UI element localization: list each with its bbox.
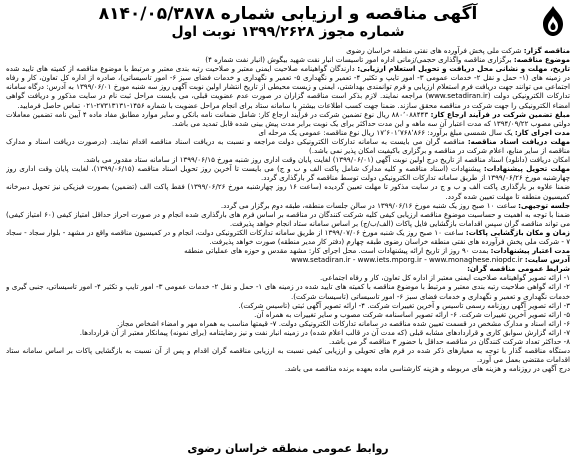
notice-paragraph: [6, 273, 570, 282]
paragraph-text: درج آگهی در روزنامه و هزینه های مربوطه و هزینه کارشناسی ماده بعهده برنده مناقصه می باشد.: [284, 364, 570, 374]
notice-paragraph: [6, 255, 570, 264]
paragraph-label: موضوع مناقصه:: [513, 55, 570, 65]
paragraph-text: ۳- ارائه تصویر آگهی روزنامه رسمی تاسیس و آخرین تغییرات شرکت. ۴- ارائه تصویر آگهی ثبتی (تاسیس شرکت).: [238, 300, 570, 310]
notice-paragraph: [6, 55, 570, 64]
notice-paragraph: [6, 310, 570, 319]
notice-paragraph: [6, 46, 570, 55]
notice-paragraph: [6, 155, 570, 164]
paragraph-text: مناقصه گران می بایست به سامانه تدارکات الکترونیکی دولت مراجعه و نسبت به دریافت اسناد مناقصه اقدام نمایند. (درصورت دریافت اسناد و مدارک مناقصه از سایر منابع، اعلام شرکت در مناقصه و برگزاری باکیفیت امکان پذیر نمی باشد.): [6, 136, 570, 156]
paragraph-text: شرکت ملی پخش فرآورده های نفتی منطقه خراسان رضوی: [346, 46, 524, 55]
paragraph-label: مهلت تحویل پیشنهادات:: [483, 164, 570, 174]
notice-footer: روابط عمومی منطقه خراسان رضوی: [187, 442, 389, 455]
paragraph-label: مدت اجرای کار:: [514, 127, 570, 137]
notice-paragraph: [6, 182, 570, 200]
notice-paragraph: [6, 264, 570, 273]
paragraph-text: ضمنا با توجه به اهمیت و حساسیت موضوع مناقصه ارزیابی کیفی کلیه شرکت کنندگان در مناقصه بر اساس فرم های بارگذاری شده انجام و در صورت احراز حداقل امتیاز کیفی (۶۰ امتیاز کیفی) می تواند مناقصه گران سپس اقدامات بازگشایی فایل پاکات (الف/ب/ج) بر اساس سامانه ستاد انجام خواهد پذیرفت.: [6, 209, 570, 228]
notice-paragraph: [6, 364, 570, 373]
paragraph-text: برگزاری مناقصه واگذاری حجمی/زمانی اداره امور تاسیسات انبار نفت شهید بیگوش (انبار نفت شماره ۴): [205, 55, 514, 65]
paragraph-text: ۱- ارائه تصویر گواهینامه صلاحیت ایمنی معتبر از اداره کل تعاون، کار و رفاه اجتماعی.: [320, 273, 570, 283]
paragraph-text: ۸۸۰٬۰۸۸۴۴۳ ریال نوع تضمین شرکت در فرآیند ارجاع کار: شامل ضمانت نامه بانکی و سایر موارد مطابق مفاد ماده ۴ آیین نامه تضمین معاملات دولتی مصوب ۱۳۹۴/۰۹/۲۲ که مدت اعتبار آن سه ماهه و این مدت حداکثر برای یک نوبت برابر مدت پیش بینی شده قابل تمدید می باشد.: [6, 109, 570, 128]
paragraph-text: ضمنا علاوه بر بارگذاری پاکت الف و ب و ج در سایت مذکور تا مهلت تعیین گردیده (ساعت ۱۶ روز چهارشنبه مورخ ۱۳۹۹/۰۶/۲۶) فقط پاکت الف (تضمین) بصورت فیزیکی نیز تحویل دبیرخانه کمیسیون منطقه تا مهلت تعیین شده گردد.: [6, 182, 570, 201]
paragraph-text: ۸- حداکثر تعداد شرکت کنندگان در مناقصه حداقل با حضور ۳ مناقصه گر می باشد.: [329, 337, 570, 346]
paragraph-text: ساعت ۱۰ صبح روز یک شنبه مورخ ۱۳۹۹/۰۶/۱۶ در سالن جلسات منطقه، طبقه دوم برگزار می گردد.: [220, 200, 519, 210]
notice-title: آگهی مناقصه و ارزیابی شماره ۸۱۴۰/۰۵/۳۸۷۸: [98, 4, 478, 24]
notice-paragraph: [6, 337, 570, 346]
paragraph-text: یک سال شمسی مبلغ برآورد: ۱۷٬۶۰۱٬۷۶۸٬۸۶۶ ریال نوع مناقصه: عمومی یک مرحله ای: [258, 127, 515, 137]
paragraph-text: www.setadiran.ir - www.iets.mporg.ir - www.monaghese.niopdc.ir: [291, 255, 525, 265]
paragraph-text: پیشنهادات (اسناد مناقصه و کلیه مدارک شامل پاکت الف و ب و ج) می بایست تا آخرین روز تحویل اسناد مناقصه (۱۳۹۹/۰۶/۱۵)، لغایت پایان وقت اداری روز چهارشنبه مورخ ۱۳۹۹/۰۶/۲۶ از طریق سامانه تدارکات الکترونیکی دولت توسط مناقصه گر بارگذاری گردد.: [6, 164, 570, 183]
notice-paragraph: [6, 210, 570, 228]
notice-paragraph: [6, 128, 570, 137]
paragraph-text: ۵- ارائه تصویر آخرین تغییرات شرکت. ۶- ارائه تصویر اساسنامه شرکت مصوب و سایر تغییرات به همراه آن.: [254, 309, 570, 319]
notice-paragraph: [6, 164, 570, 182]
paragraph-label: شرایط عمومی مناقصه گران:: [467, 264, 570, 274]
notice-body: [6, 46, 570, 442]
paragraph-label: تاریخ، مهلت و نشانی محل دریافت و تحویل استعلام ارزیابی:: [357, 64, 570, 74]
paragraph-text: ساعت ۱۰ صبح روز یک شنبه مورخ ۱۳۹۹/۰۷/۰۶ از طریق سامانه تدارکات الکترونیکی دولت، انجام و در کمیسیون مناقصه واقع در مشهد - بلوار سجاد - سجاد ۷ - شرکت ملی پخش فرآورده های نفتی منطقه خراسان رضوی طبقه چهارم (دفتر کار مدیر منطقه) صورت خواهد پذیرفت.: [6, 227, 570, 246]
paragraph-label: جلسه توجیهی:: [518, 200, 570, 210]
paragraph-text: دارندگان گواهینامه صلاحیت ایمنی معتبر و صلاحیت رتبه بندی معتبر و مرتبط با موضوع مناقصه از کمیته های تایید شده در زمینه های (۱- حمل و نقل ۲- خدمات عمومی ۳- امور تایپ و تکثیر ۴- تعمیر و نگهداری ۵- تعمیر و نگهداری و خدمات فضای سبز ۶- امور تاسیساتی)، صادره از اداره کل تعاون، کار و رفاه اجتماعی می توانند جهت دریافت فرم استعلام ارزیابی و فرم توانمندی بهداشتی، ایمنی و زیست محیطی از تاریخ انتشار اولین نوبت آگهی روز سه شنبه مورخ ۱۳۹۹/۰۶/۰۱ به آدرس: درگاه سامانه تدارکات الکترونیکی دولت (www.setadiran.ir) مراجعه نمایند. لازم بذکر است مناقصه گزاران در صورت عدم عضویت قبلی، می بایست مراحل ثبت نام در سایت مذکور و دریافت گواهی امضاء الکترونیکی را جهت شرکت در مناقصه محقق سازند. ضمنا جهت کسب اطلاعات بیشتر با سامانه ستاد برای انجام مراحل عضویت با شماره ۱۴۵۶-۲۷۳۱۳۱۳۱-۰۲۱ تماس حاصل فرمایید.: [6, 64, 570, 110]
paragraph-text: ۲- ارائه گواهی صلاحیت رتبه بندی معتبر و مرتبط با موضوع مناقصه با کمیته های تایید شده در زمینه های ۱- حمل و نقل ۲- خدمات عمومی ۳- امور تایپ و تکثیر ۴- امور تاسیساتی، جنبی گیری و خدمات نگهداری و تعمیر و نگهداری و خدمات فضای سبز ۶- امور تاسیساتی (تاسیسات شرکت).: [6, 282, 570, 301]
paragraph-text: بمدت ۹۰ روز از تاریخ ارائه پیشنهادات است. محل اجرای کار: مشهد مقدس و حوزه های عملیاتی منطقه: [184, 246, 491, 256]
paragraph-label: مناقصه گزار:: [523, 46, 570, 55]
paragraph-text: امکان دریافت (دانلود) اسناد مناقصه از تاریخ درج اولین نوبت آگهی (۱۳۹۹/۰۶/۰۱) لغایت پایان وقت اداری روز شنبه مورخ ۱۳۹۹/۰۶/۱۵ از سامانه ستاد مقدور می باشد.: [83, 155, 570, 165]
paragraph-text: دستگاه مناقصه گذار با توجه به معیارهای ذکر شده در فرم های تحویلی و ارزیابی کیفی نسبت به ارزیابی مناقصه گران اقدام و پس از آن نسبت به بازگشایی پاکات بر اساس سامانه ستاد اقدامات مقتضی بعمل می آورد.: [6, 346, 570, 365]
paragraph-label: مبلغ تضمین شرکت در فرآیند ارجاع کار:: [430, 109, 570, 119]
paragraph-label: آدرس سایت:: [524, 255, 570, 265]
notice-header: [6, 4, 570, 44]
notice-paragraph: [6, 328, 570, 337]
notice-paragraph: [6, 228, 570, 246]
notice-paragraph: [6, 64, 570, 109]
paragraph-label: مهلت دریافت اسناد مناقصه:: [467, 136, 570, 146]
notice-subtitle: شماره مجوز ۱۳۹۹/۲۶۲۸ نوبت اول: [171, 24, 405, 40]
notice-paragraph: [6, 137, 570, 155]
notice-paragraph: [6, 110, 570, 128]
paragraph-text: ۷- ارائه گزارش سوابق کاری و قراردادهای مشابه قبلی (که مدت آن در قالب اعلام شده) در زمینه انبار نفت و نیز رضایتنامه (برای نمونه) پیمانکار معتبر از آن قراردادها.: [79, 327, 570, 337]
paragraph-label: زمان و مکان بازگشایی پاکات:: [465, 227, 570, 237]
notice-paragraph: [6, 319, 570, 328]
national-gas-company-logo-icon: [536, 4, 570, 38]
notice-paragraph: [6, 301, 570, 310]
paragraph-text: ۶- ارائه اسناد و مدارک مشخص در قسمت تعیین شده مناقصه در سامانه تدارکات الکترونیکی دولت. ۷- قیمتها مناسب به همراه مهر و امضاء اشخاص مجاز.: [117, 318, 570, 328]
paragraph-label: مدت اعتبار پیشنهادات:: [490, 246, 570, 256]
notice-paragraph: [6, 282, 570, 300]
notice-paragraph: [6, 346, 570, 364]
notice-paragraph: [6, 201, 570, 210]
notice-paragraph: [6, 246, 570, 255]
